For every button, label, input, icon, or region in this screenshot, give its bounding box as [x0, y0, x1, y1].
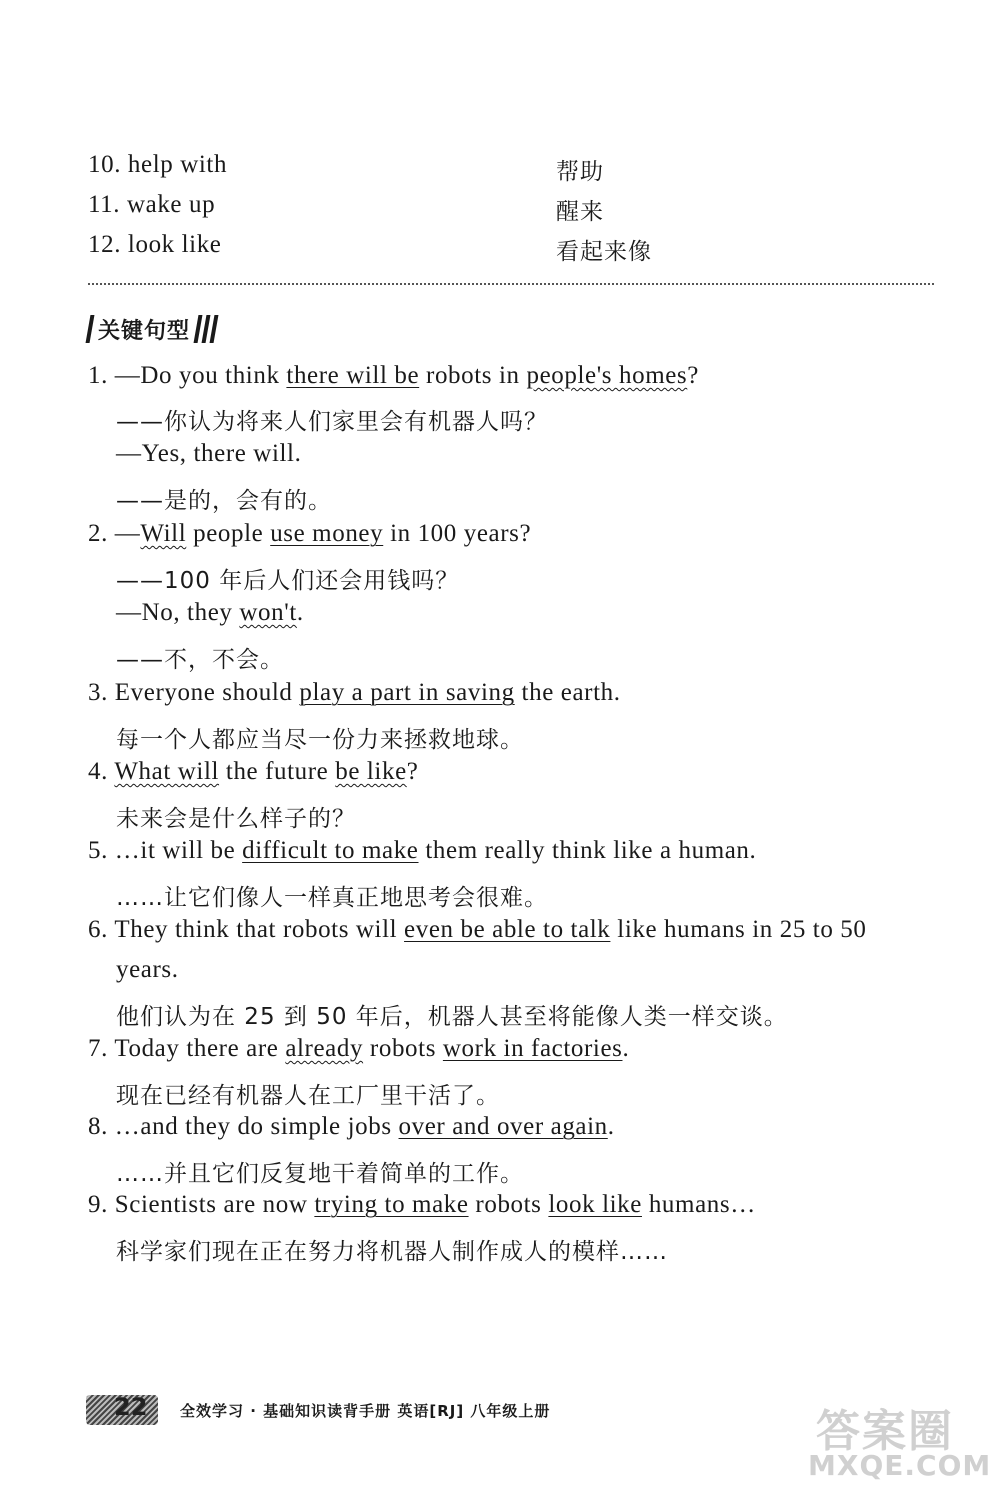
text: them really think like a human.	[418, 837, 757, 864]
underlined-phrase: trying to make	[314, 1191, 469, 1218]
text: ?	[406, 758, 419, 785]
wavy-phrase: Will	[140, 520, 187, 547]
header-bar-icon	[86, 315, 95, 343]
text: 1. —Do you think	[88, 362, 287, 389]
phrase-10-chinese: 帮助	[556, 159, 604, 185]
watermark-logo: 答案圈	[816, 1406, 954, 1457]
phrase-english: help with	[127, 151, 228, 178]
page-footer	[86, 1390, 550, 1430]
wavy-phrase: be like	[335, 758, 407, 785]
sentence-5	[88, 837, 756, 865]
sentence-7-translation: 现在已经有机器人在工厂里干活了。	[116, 1083, 500, 1109]
text: ?	[687, 362, 699, 389]
section-header	[88, 314, 220, 344]
phrase-number: 10.	[88, 151, 122, 178]
dotted-divider	[88, 283, 934, 285]
sentence-2-translation: ——100 年后人们还会用钱吗？	[116, 568, 460, 594]
text: robots	[468, 1191, 549, 1218]
page-number: 22	[114, 1393, 148, 1421]
footer-text: 全效学习 · 基础知识读背手册 英语[RJ] 八年级上册	[180, 1401, 551, 1420]
sentence-6-translation: 他们认为在 25 到 50 年后，机器人甚至将能像人类一样交谈。	[116, 1004, 788, 1030]
phrase-number: 11.	[88, 191, 121, 218]
page-number-badge	[86, 1395, 158, 1425]
wavy-phrase: people's homes	[526, 362, 688, 389]
text: humans…	[641, 1191, 756, 1218]
phrase-12-chinese: 看起来像	[556, 239, 652, 265]
sentence-2-answer-translation: ——不，不会。	[116, 647, 284, 673]
sentence-8-translation: ……并且它们反复地干着简单的工作。	[116, 1161, 524, 1187]
sentence-1-translation: ——你认为将来人们家里会有机器人吗？	[116, 409, 548, 435]
underlined-phrase: even be able to talk	[404, 916, 611, 943]
sentence-1-answer-translation: ——是的，会有的。	[116, 488, 332, 514]
text: robots in	[419, 362, 527, 389]
sentence-1-question	[88, 362, 699, 390]
phrase-english: wake up	[126, 191, 216, 218]
sentence-4	[88, 758, 418, 786]
text: 9. Scientists are now	[88, 1191, 315, 1218]
watermark-url: MXQE.COM	[808, 1449, 992, 1482]
text: 7. Today there are	[88, 1035, 286, 1062]
watermark	[808, 1395, 994, 1491]
wavy-phrase: won't	[239, 599, 297, 626]
phrase-10	[88, 151, 227, 179]
header-bar-icon	[210, 315, 219, 343]
text: 3. Everyone should	[88, 679, 300, 706]
sentence-9-translation: 科学家们现在正在努力将机器人制作成人的模样……	[116, 1239, 668, 1265]
text: 6. They think that robots will	[88, 916, 405, 943]
text: 4.	[88, 758, 115, 785]
section-title: 关键句型	[98, 318, 191, 344]
text: 2. —	[88, 520, 141, 547]
sentence-1-answer: —Yes, there will.	[116, 440, 302, 467]
text: people	[186, 520, 271, 547]
text: the future	[219, 758, 336, 785]
text: like humans in 25 to 50	[610, 916, 867, 943]
sentence-3	[88, 679, 621, 707]
text: robots	[363, 1035, 443, 1062]
sentence-6-continuation: years.	[116, 956, 179, 983]
wavy-phrase: already	[285, 1035, 364, 1062]
text: .	[622, 1035, 630, 1062]
phrase-english: look like	[127, 231, 222, 258]
text: 8. …and they do simple jobs	[88, 1113, 399, 1140]
sentence-2-answer	[116, 599, 304, 627]
text: 5. …it will be	[88, 837, 243, 864]
phrase-11	[88, 191, 215, 219]
sentence-4-translation: 未来会是什么样子的？	[116, 806, 356, 832]
text: .	[296, 599, 304, 626]
sentence-6	[88, 916, 866, 944]
wavy-phrase: What will	[114, 758, 220, 785]
underlined-phrase: look like	[548, 1191, 642, 1218]
text: the earth.	[514, 679, 621, 706]
underlined-phrase: over and over again	[398, 1113, 608, 1140]
sentence-5-translation: ……让它们像人一样真正地思考会很难。	[116, 885, 548, 911]
sentence-7	[88, 1035, 629, 1063]
phrase-11-chinese: 醒来	[556, 199, 604, 225]
sentence-9	[88, 1191, 756, 1219]
sentence-3-translation: 每一个人都应当尽一份力来拯救地球。	[116, 727, 524, 753]
phrase-number: 12.	[88, 231, 122, 258]
underlined-phrase: use money	[270, 520, 384, 547]
phrase-12	[88, 231, 222, 259]
text: in 100 years?	[383, 520, 532, 547]
sentence-8	[88, 1113, 615, 1141]
text: .	[607, 1113, 615, 1140]
underlined-phrase: there will be	[286, 362, 420, 389]
text: —No, they	[116, 599, 240, 626]
underlined-phrase: play a part in saving	[299, 679, 515, 706]
underlined-phrase: work in factories	[442, 1035, 623, 1062]
sentence-2-question	[88, 520, 531, 548]
underlined-phrase: difficult to make	[242, 837, 419, 864]
